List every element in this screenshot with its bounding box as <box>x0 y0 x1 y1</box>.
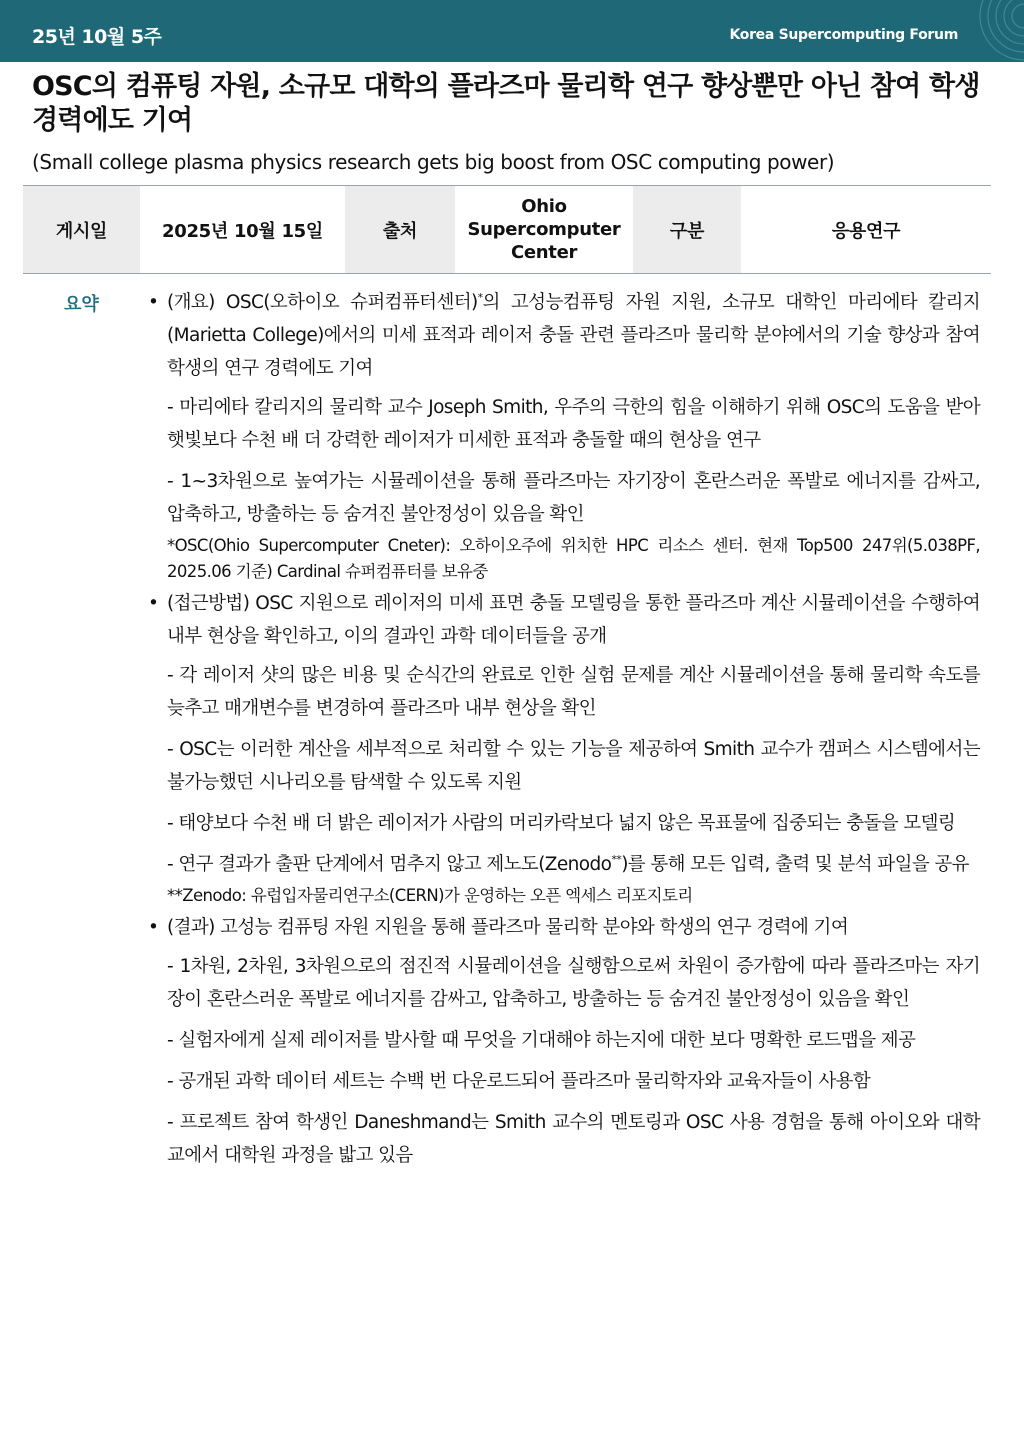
bullet-text: 의 고성능컴퓨팅 자원 지원, 소규모 대학인 마리에타 칼리지(Marietta College)에서의 미세 표적과 레이저 충돌 관련 플라즈마 물리학 분야에서의 기술 향상과 참여 학생의 연구 경력에도 기여 <box>167 292 980 379</box>
article-title: OSC의 컴퓨팅 자원, 소규모 대학의 플라즈마 물리학 연구 향상뿐만 아닌 참여 학생 경력에도 기여 <box>32 71 980 136</box>
footnote-marker: ** <box>611 852 622 866</box>
sub-item: - 마리에타 칼리지의 물리학 교수 Joseph Smith, 우주의 극한의 힘을 이해하기 위해 OSC의 도움을 받아 햇빛보다 수천 배 더 강력한 레이저가 미세한 표적과 충돌할 때의 현상을 연구 <box>167 397 980 451</box>
bullet-approach <box>142 587 980 653</box>
sub-item: - 공개된 과학 데이터 세트는 수백 번 다운로드되어 플라즈마 물리학자와 교육자들이 사용함 <box>167 1071 871 1092</box>
sub-item: - 1~3차원으로 높여가는 시뮬레이션을 통해 플라즈마는 자기장이 혼란스러운 폭발로 에너지를 감싸고, 압축하고, 방출하는 등 숨겨진 불안정성이 있음을 확인 <box>167 471 980 525</box>
bullet-text: (개요) OSC(오하이오 슈퍼컴퓨터센터) <box>167 292 478 313</box>
bullet-text: (접근방법) OSC 지원으로 레이저의 미세 표면 충돌 모델링을 통한 플라즈마 계산 시뮬레이션을 수행하여 내부 현상을 확인하고, 이의 결과인 과학 데이터들을 공개 <box>167 593 980 647</box>
bullet-text: (결과) 고성능 컴퓨팅 자원 지원을 통해 플라즈마 물리학 분야와 학생의 연구 경력에 기여 <box>167 917 849 938</box>
date-label: 게시일 <box>23 186 140 274</box>
header-bar <box>0 0 1024 62</box>
bullet-result <box>142 911 980 944</box>
sub-item: - 실험자에게 실제 레이저를 발사할 때 무엇을 기대해야 하는지에 대한 보다 명확한 로드맵을 제공 <box>167 1030 916 1051</box>
summary-label: 요약 <box>64 294 99 315</box>
article-meta-table <box>23 185 991 274</box>
bullet-dot: • <box>148 593 159 614</box>
category-value: 응용연구 <box>741 186 991 274</box>
summary-body <box>142 286 980 1180</box>
footnote: **Zenodo: 유럽입자물리연구소(CERN)가 운영하는 오픈 엑세스 리포지토리 <box>167 886 693 905</box>
issue-week: 25년 10월 5주 <box>32 26 162 48</box>
footnote: *OSC(Ohio Supercomputer Cneter): 오하이오주에 위치한 HPC 리소스 센터. 현재 Top500 247위(5.038PF, 2025.06 기준) Cardinal 슈퍼컴퓨터를 보유중 <box>167 536 980 581</box>
bullet-overview <box>142 286 980 385</box>
sub-item: - 각 레이저 샷의 많은 비용 및 순식간의 완료로 인한 실험 문제를 계산 시뮬레이션을 통해 물리학 속도를 늦추고 매개변수를 변경하여 플라즈마 내부 현상을 확인 <box>167 665 980 719</box>
sub-item: - OSC는 이러한 계산을 세부적으로 처리할 수 있는 기능을 제공하여 Smith 교수가 캠퍼스 시스템에서는 불가능했던 시나리오를 탐색할 수 있도록 지원 <box>167 739 980 793</box>
sub-item-text: )를 통해 모든 입력, 출력 및 분석 파일을 공유 <box>621 854 969 875</box>
sub-item: - 1차원, 2차원, 3차원으로의 점진적 시뮬레이션을 실행함으로써 차원이 증가함에 따라 플라즈마는 자기장이 혼란스러운 폭발로 에너지를 감싸고, 압축하고, 방출하는 등 숨겨진 불안정성이 있음을 확인 <box>167 956 980 1010</box>
category-label: 구분 <box>633 186 741 274</box>
article-subtitle: (Small college plasma physics research gets big boost from OSC computing power) <box>32 150 835 174</box>
sub-item <box>142 848 980 881</box>
wave-decoration-icon <box>964 0 1024 62</box>
source-label: 출처 <box>345 186 455 274</box>
sub-item: - 태양보다 수천 배 더 밝은 레이저가 사람의 머리카락보다 넓지 않은 목표물에 집중되는 충돌을 모델링 <box>167 813 956 834</box>
sub-item: - 프로젝트 참여 학생인 Daneshmand는 Smith 교수의 멘토링과 OSC 사용 경험을 통해 아이오와 대학교에서 대학원 과정을 밟고 있음 <box>167 1112 980 1166</box>
footnote-marker: * <box>477 290 483 304</box>
bullet-dot: • <box>148 292 159 313</box>
source-value: Ohio Supercomputer Center <box>455 186 633 274</box>
forum-name: Korea Supercomputing Forum <box>729 27 958 43</box>
bullet-dot: • <box>148 917 159 938</box>
sub-item-text: - 연구 결과가 출판 단계에서 멈추지 않고 제노도(Zenodo <box>167 854 612 875</box>
date-value: 2025년 10월 15일 <box>140 186 345 274</box>
